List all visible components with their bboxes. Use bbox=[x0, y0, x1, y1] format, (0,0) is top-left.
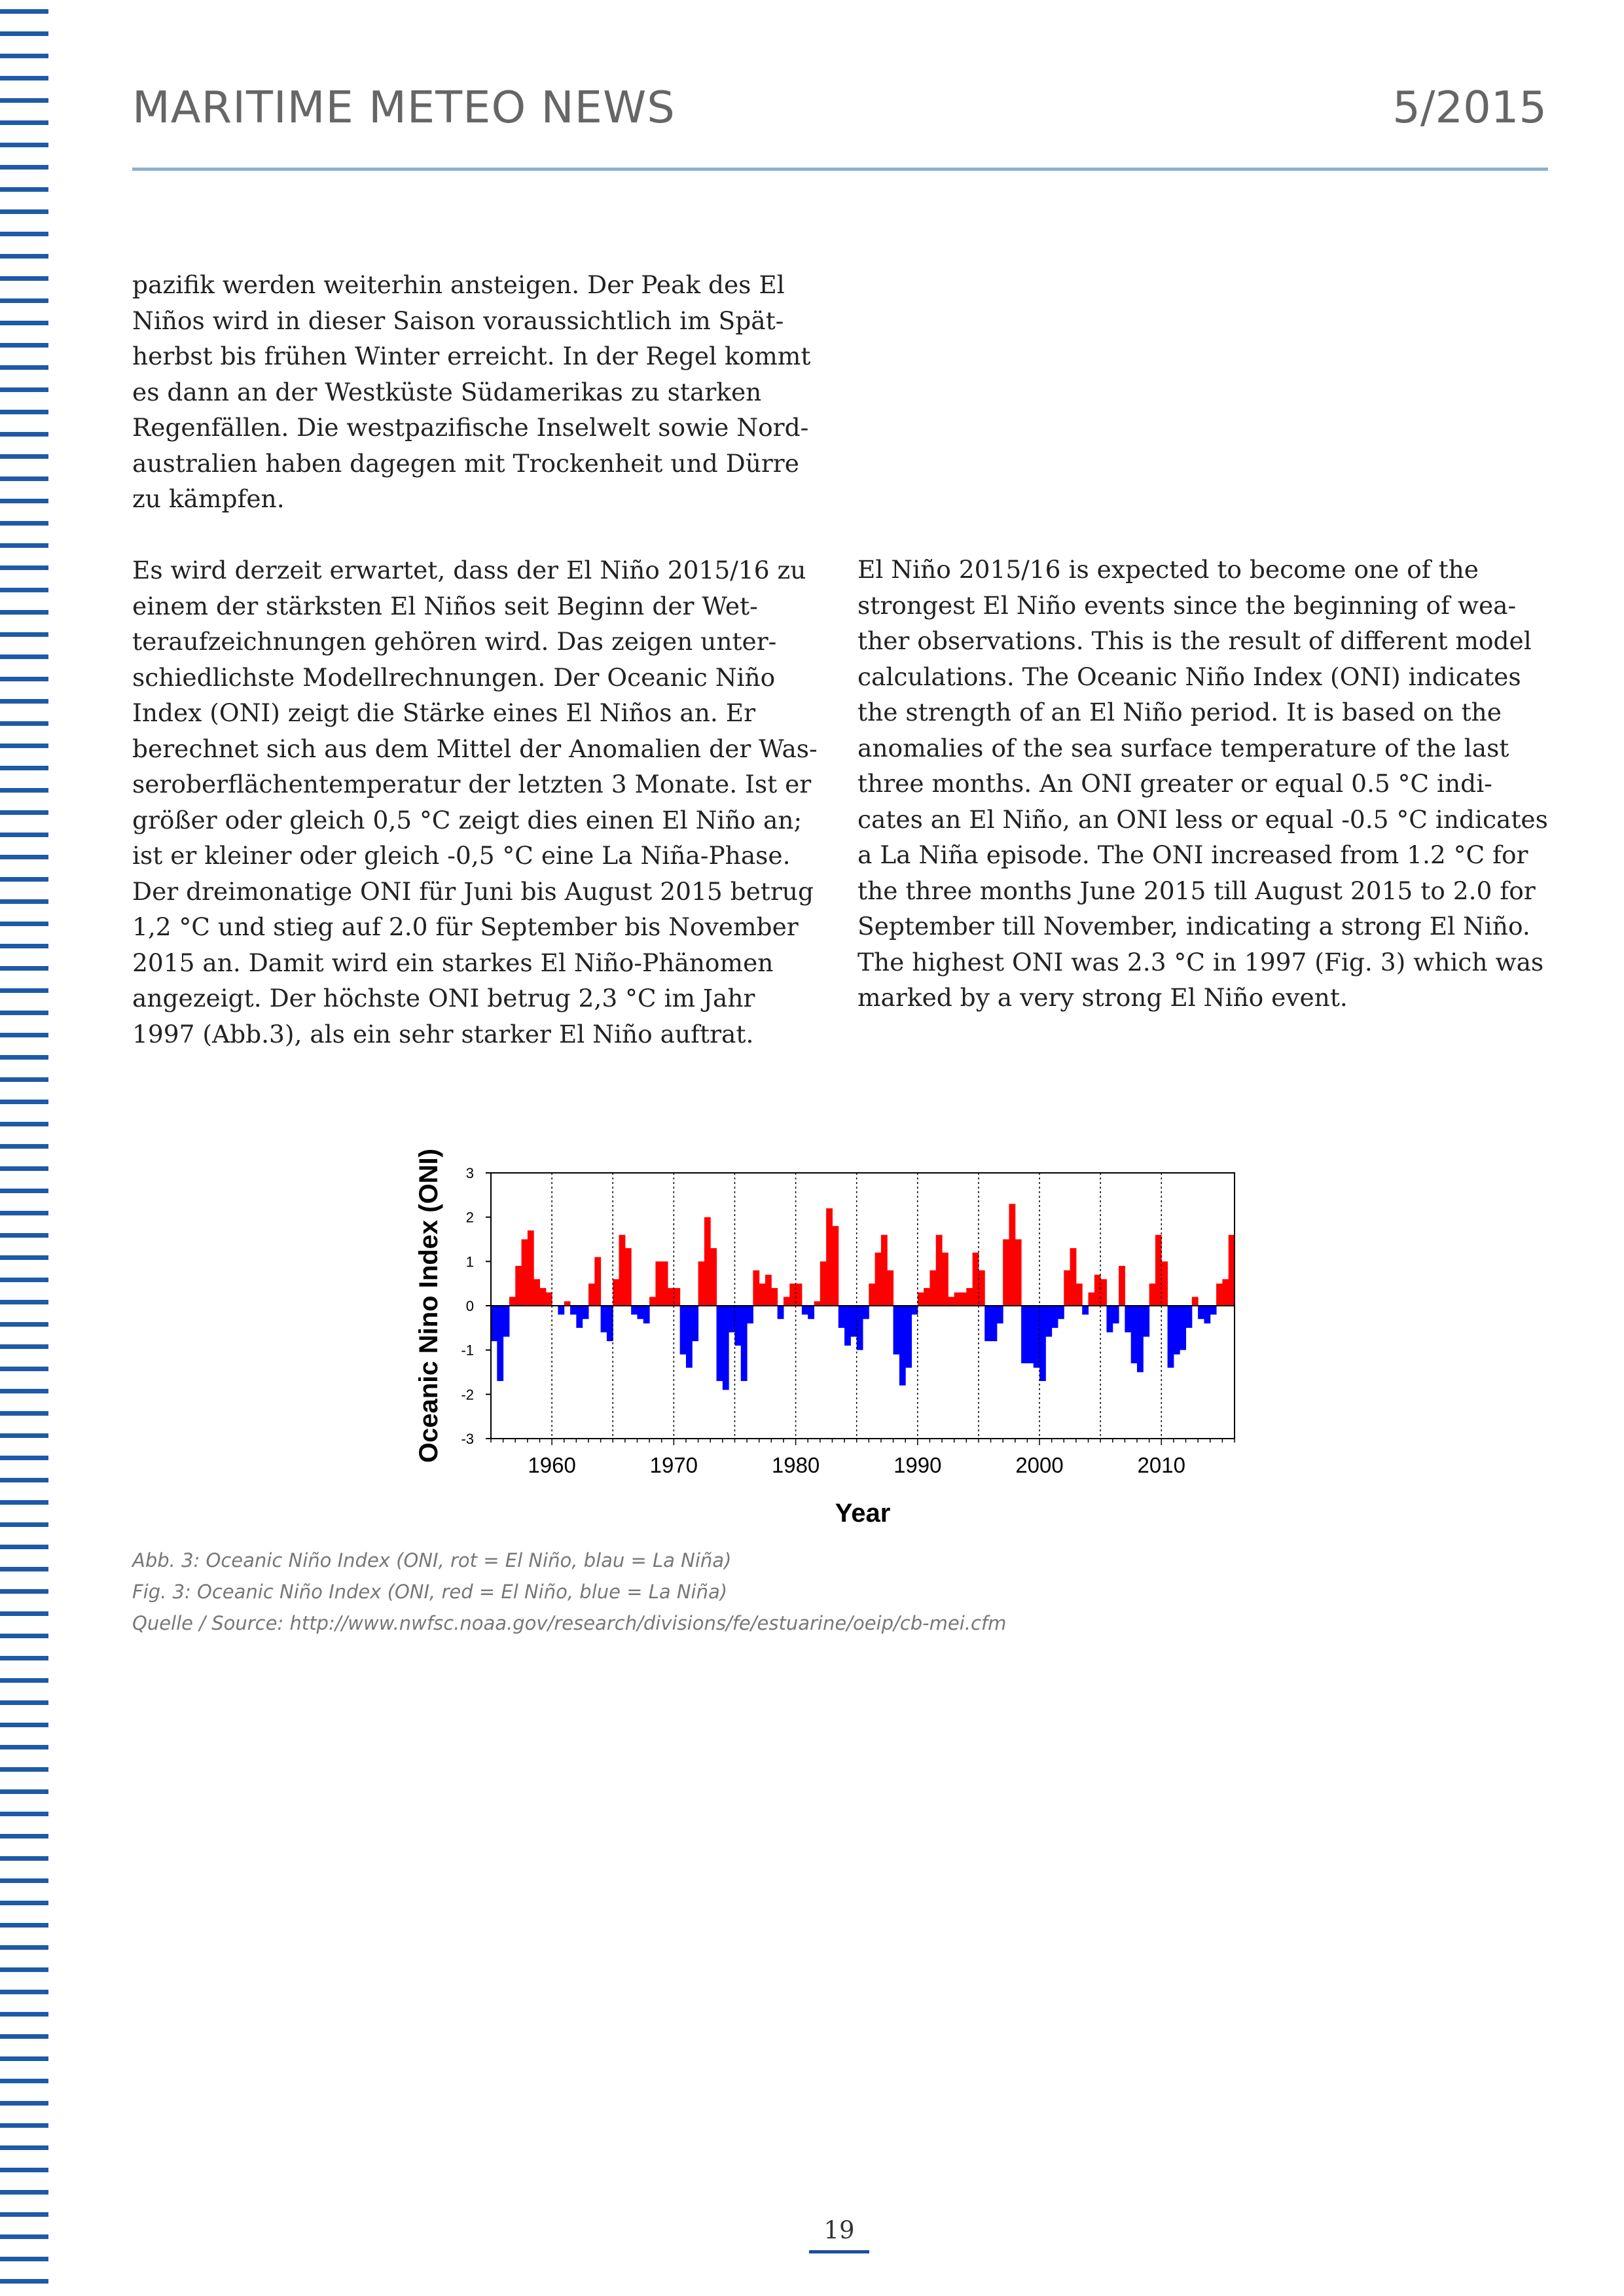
la-nina-bar bbox=[778, 1306, 784, 1319]
el-nino-bar bbox=[881, 1235, 888, 1306]
x-axis-label: Year bbox=[835, 1499, 891, 1528]
x-tick-label: 1980 bbox=[771, 1453, 820, 1477]
x-tick-label: 1970 bbox=[649, 1453, 698, 1477]
la-nina-bar bbox=[686, 1306, 693, 1368]
el-nino-bar bbox=[887, 1270, 893, 1306]
el-nino-bar bbox=[1119, 1266, 1125, 1306]
el-nino-bar bbox=[1089, 1293, 1095, 1306]
el-nino-bar bbox=[1192, 1297, 1199, 1306]
la-nina-bar bbox=[1125, 1306, 1131, 1333]
el-nino-bar bbox=[796, 1283, 803, 1306]
german-paragraph-1: pazifik werden weiterhin ansteigen. Der Peak des El Niños wird in dieser Saison voraussichtlich im Spät- herbst bis frühen Winter erreicht. In der Regel kommt es dann an der Westküste Südamerikas zu starken Regenfällen. Die westpazifische Inselwelt sowie Nord- australien haben dagegen mit Trockenheit und Dürre zu kämpfen. bbox=[132, 270, 811, 513]
la-nina-bar bbox=[558, 1306, 564, 1315]
el-nino-bar bbox=[826, 1208, 833, 1306]
la-nina-bar bbox=[844, 1306, 851, 1346]
el-nino-bar bbox=[1216, 1283, 1223, 1306]
la-nina-bar bbox=[576, 1306, 583, 1328]
el-nino-bar bbox=[649, 1297, 656, 1306]
caption-german: Abb. 3: Oceanic Niño Index (ONI, rot = El Niño, blau = La Niña) bbox=[132, 1549, 732, 1571]
y-tick-label: -1 bbox=[461, 1342, 474, 1359]
la-nina-bar bbox=[631, 1306, 638, 1315]
la-nina-bar bbox=[1058, 1306, 1064, 1319]
el-nino-bar bbox=[528, 1230, 534, 1306]
la-nina-bar bbox=[1210, 1306, 1217, 1315]
german-column bbox=[132, 267, 833, 1052]
el-nino-bar bbox=[662, 1261, 668, 1306]
el-nino-bar bbox=[1155, 1235, 1162, 1306]
el-nino-bar bbox=[765, 1275, 772, 1306]
la-nina-bar bbox=[984, 1306, 991, 1341]
x-axis-ticks bbox=[491, 1439, 1235, 1477]
page-number: 19 bbox=[823, 2216, 855, 2244]
la-nina-bar bbox=[607, 1306, 613, 1341]
chart-bars bbox=[491, 1204, 1235, 1390]
el-nino-bar bbox=[1070, 1248, 1077, 1306]
y-tick-label: 0 bbox=[465, 1298, 474, 1314]
la-nina-bar bbox=[601, 1306, 607, 1333]
el-nino-bar bbox=[789, 1283, 796, 1306]
el-nino-bar bbox=[942, 1253, 948, 1306]
el-nino-bar bbox=[784, 1297, 790, 1306]
english-paragraph-1: El Niño 2015/16 is expected to become one of the strongest El Niño events since the beginning of wea- ther observations. This is the result of different model calculations. The Oceanic Niño Index (ONI) indicates the strength of an El Niño period. It is based on the anomalies of the sea surface temperature of the last three months. An ONI greater or equal 0.5 °C indi- cates an El Niño, an ONI less or equal -0.5 °C indicates a La Niña episode. The ONI increased from 1.2 °C for the three months June 2015 till August 2015 to 2.0 for September till November, indicating a strong El Niño. The highest ONI was 2.3 °C in 1997 (Fig. 3) which was marked by a very strong El Niño event. bbox=[857, 555, 1548, 1012]
el-nino-bar bbox=[1094, 1275, 1101, 1306]
oni-chart bbox=[406, 1145, 1244, 1538]
la-nina-bar bbox=[643, 1306, 650, 1323]
la-nina-bar bbox=[802, 1306, 808, 1315]
el-nino-bar bbox=[960, 1293, 967, 1306]
german-paragraph-2: Es wird derzeit erwartet, dass der El Niño 2015/16 zu einem der stärksten El Niños seit Beginn der Wet- teraufzeichnungen gehören wird. Das zeigen unter- schiedlichste Modellrechnungen. Der Oceanic Niño Index (ONI) zeigt die Stärke eines El Niños an. Er berechnet sich aus dem Mittel der Anomalien der Was- seroberflächentemperatur der letzten 3 Monate. Ist er größer oder gleich 0,5 °C zeigt dies einen El Niño an; ist er kleiner oder gleich -0,5 °C eine La Niña-Phase. Der dreimonatige ONI für Juni bis August 2015 betrug 1,2 °C und stieg auf 2.0 für September bis November 2015 an. Damit wird ein starkes El Niño-Phänomen angezeigt. Der höchste ONI betrug 2,3 °C im Jahr 1997 (Abb.3), als ein sehr starker El Niño auftrat. bbox=[132, 556, 818, 1049]
la-nina-bar bbox=[1106, 1306, 1113, 1333]
y-tick-label: 3 bbox=[465, 1165, 474, 1181]
la-nina-bar bbox=[680, 1306, 687, 1354]
el-nino-bar bbox=[668, 1288, 674, 1306]
el-nino-bar bbox=[753, 1270, 759, 1306]
el-nino-bar bbox=[814, 1301, 821, 1306]
la-nina-bar bbox=[1039, 1306, 1046, 1381]
la-nina-bar bbox=[741, 1306, 748, 1381]
la-nina-bar bbox=[1052, 1306, 1058, 1328]
la-nina-bar bbox=[734, 1306, 741, 1346]
x-tick-label: 1960 bbox=[528, 1453, 576, 1477]
el-nino-bar bbox=[619, 1235, 626, 1306]
la-nina-bar bbox=[893, 1306, 900, 1354]
el-nino-bar bbox=[918, 1293, 924, 1306]
newsletter-title: MARITIME METEO NEWS bbox=[132, 82, 676, 133]
el-nino-bar bbox=[564, 1301, 571, 1306]
la-nina-bar bbox=[570, 1306, 577, 1315]
la-nina-bar bbox=[911, 1306, 918, 1315]
el-nino-bar bbox=[515, 1266, 522, 1306]
el-nino-bar bbox=[625, 1248, 632, 1306]
el-nino-bar bbox=[704, 1217, 711, 1306]
el-nino-bar bbox=[771, 1288, 778, 1306]
la-nina-bar bbox=[839, 1306, 845, 1328]
el-nino-bar bbox=[832, 1226, 839, 1306]
la-nina-bar bbox=[1034, 1306, 1040, 1368]
english-column bbox=[857, 552, 1558, 1016]
el-nino-bar bbox=[710, 1248, 717, 1306]
el-nino-bar bbox=[1161, 1261, 1168, 1306]
el-nino-bar bbox=[1100, 1279, 1107, 1306]
el-nino-bar bbox=[1222, 1279, 1229, 1306]
el-nino-bar bbox=[924, 1288, 930, 1306]
el-nino-bar bbox=[539, 1288, 546, 1306]
issue-number: 5/2015 bbox=[1392, 82, 1547, 133]
el-nino-bar bbox=[522, 1240, 528, 1306]
la-nina-bar bbox=[1045, 1306, 1052, 1336]
el-nino-bar bbox=[698, 1261, 705, 1306]
el-nino-bar bbox=[869, 1283, 875, 1306]
y-tick-label: 1 bbox=[465, 1253, 474, 1270]
el-nino-bar bbox=[929, 1270, 936, 1306]
la-nina-bar bbox=[747, 1306, 753, 1323]
y-axis-label: Oceanic Nino Index (ONI) bbox=[414, 1148, 443, 1463]
header-divider bbox=[132, 168, 1548, 171]
el-nino-bar bbox=[533, 1279, 540, 1306]
la-nina-bar bbox=[1021, 1306, 1028, 1363]
el-nino-bar bbox=[979, 1270, 985, 1306]
el-nino-bar bbox=[594, 1257, 601, 1306]
el-nino-bar bbox=[1149, 1283, 1156, 1306]
la-nina-bar bbox=[729, 1306, 735, 1333]
y-tick-label: -2 bbox=[461, 1386, 474, 1403]
caption-source: Quelle / Source: http://www.nwfsc.noaa.gov/research/divisions/fe/estuarine/oeip/cb-mei.cfm bbox=[132, 1612, 1007, 1634]
figure-caption bbox=[132, 1545, 1310, 1639]
el-nino-bar bbox=[546, 1293, 552, 1306]
el-nino-bar bbox=[875, 1253, 882, 1306]
el-nino-bar bbox=[1064, 1270, 1070, 1306]
el-nino-bar bbox=[936, 1235, 943, 1306]
x-tick-label: 2010 bbox=[1137, 1453, 1185, 1477]
x-tick-label: 2000 bbox=[1015, 1453, 1064, 1477]
la-nina-bar bbox=[1113, 1306, 1119, 1323]
la-nina-bar bbox=[491, 1306, 497, 1341]
el-nino-bar bbox=[1015, 1240, 1022, 1306]
la-nina-bar bbox=[1137, 1306, 1144, 1372]
la-nina-bar bbox=[1180, 1306, 1186, 1350]
la-nina-bar bbox=[1168, 1306, 1174, 1368]
y-tick-label: -3 bbox=[461, 1431, 474, 1447]
la-nina-bar bbox=[723, 1306, 729, 1390]
el-nino-bar bbox=[509, 1297, 516, 1306]
el-nino-bar bbox=[820, 1261, 827, 1306]
la-nina-bar bbox=[692, 1306, 698, 1341]
la-nina-bar bbox=[997, 1306, 1003, 1323]
el-nino-bar bbox=[966, 1288, 973, 1306]
el-nino-bar bbox=[588, 1283, 595, 1306]
page-number-underline bbox=[809, 2250, 869, 2253]
el-nino-bar bbox=[674, 1288, 680, 1306]
la-nina-bar bbox=[899, 1306, 906, 1386]
la-nina-bar bbox=[1082, 1306, 1089, 1315]
la-nina-bar bbox=[717, 1306, 723, 1381]
la-nina-bar bbox=[503, 1306, 510, 1336]
el-nino-bar bbox=[655, 1261, 662, 1306]
la-nina-bar bbox=[497, 1306, 503, 1381]
la-nina-bar bbox=[808, 1306, 814, 1319]
la-nina-bar bbox=[583, 1306, 589, 1319]
decorative-side-stripes bbox=[0, 0, 48, 2296]
la-nina-bar bbox=[637, 1306, 643, 1319]
el-nino-bar bbox=[973, 1253, 979, 1306]
el-nino-bar bbox=[1003, 1240, 1009, 1306]
la-nina-bar bbox=[1198, 1306, 1204, 1319]
la-nina-bar bbox=[1131, 1306, 1138, 1363]
el-nino-bar bbox=[948, 1297, 954, 1306]
el-nino-bar bbox=[1076, 1283, 1083, 1306]
la-nina-bar bbox=[1143, 1306, 1149, 1336]
el-nino-bar bbox=[1009, 1204, 1015, 1306]
caption-english: Fig. 3: Oceanic Niño Index (ONI, red = El Niño, blue = La Niña) bbox=[132, 1581, 728, 1603]
la-nina-bar bbox=[1027, 1306, 1034, 1363]
la-nina-bar bbox=[863, 1306, 869, 1319]
la-nina-bar bbox=[1204, 1306, 1210, 1323]
el-nino-bar bbox=[954, 1293, 961, 1306]
la-nina-bar bbox=[905, 1306, 912, 1368]
y-tick-label: 2 bbox=[465, 1209, 474, 1226]
la-nina-bar bbox=[1174, 1306, 1180, 1354]
la-nina-bar bbox=[991, 1306, 998, 1341]
el-nino-bar bbox=[613, 1279, 619, 1306]
x-tick-label: 1990 bbox=[893, 1453, 942, 1477]
oni-chart-figure bbox=[406, 1145, 1244, 1538]
el-nino-bar bbox=[759, 1283, 766, 1306]
la-nina-bar bbox=[857, 1306, 863, 1350]
y-axis-ticks bbox=[461, 1165, 491, 1447]
la-nina-bar bbox=[850, 1306, 857, 1336]
la-nina-bar bbox=[1186, 1306, 1193, 1328]
